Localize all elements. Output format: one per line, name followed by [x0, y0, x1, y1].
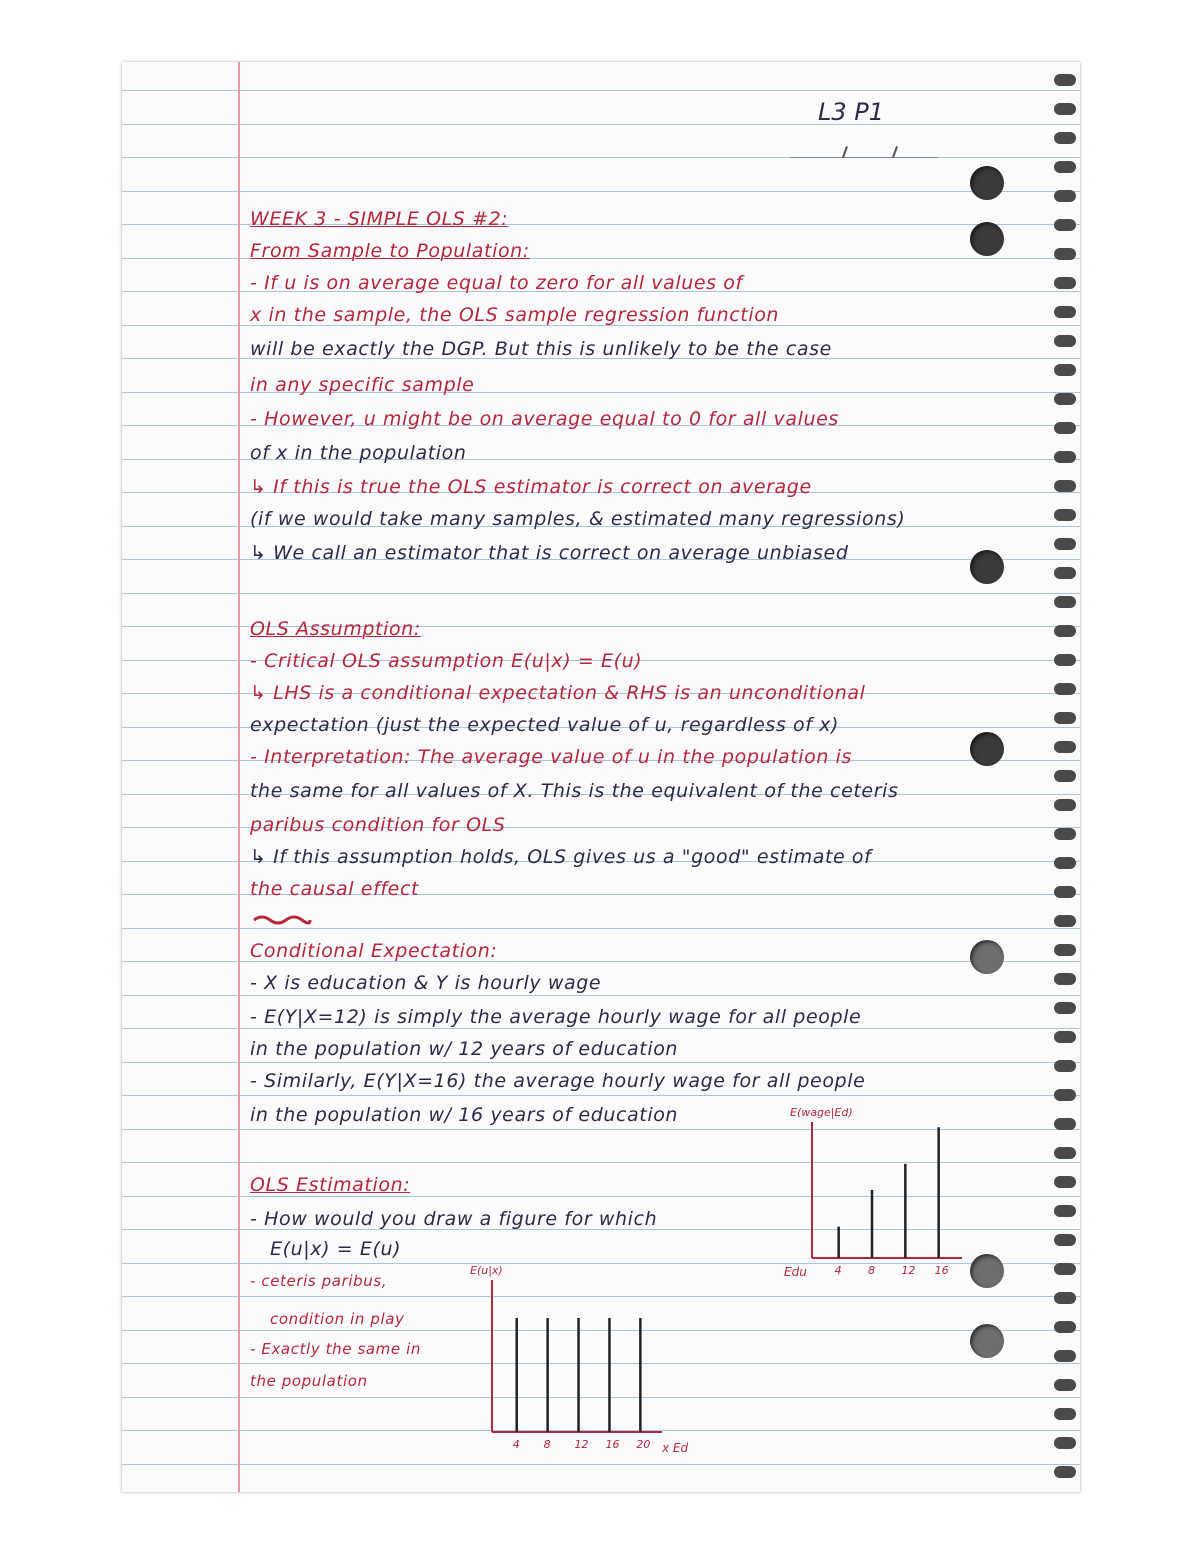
spiral-coil — [1054, 422, 1076, 434]
note-line: paribus condition for OLS — [250, 814, 506, 836]
binder-hole — [970, 732, 1004, 766]
y-axis-label: E(u|x) — [470, 1264, 503, 1277]
spiral-coil — [1054, 161, 1076, 173]
spiral-coil — [1054, 364, 1076, 376]
binder-hole — [970, 222, 1004, 256]
page-label: L3 P1 — [818, 98, 885, 126]
note-line: will be exactly the DGP. But this is unlikely to be the case — [250, 338, 832, 360]
margin-line — [238, 62, 240, 1492]
spiral-coil — [1054, 1176, 1076, 1188]
spiral-coil — [1054, 654, 1076, 666]
spiral-coil — [1054, 712, 1076, 724]
spiral-coil — [1054, 770, 1076, 782]
x-axis-label: Edu — [784, 1265, 807, 1279]
spiral-coil — [1054, 1147, 1076, 1159]
spiral-coil — [1054, 857, 1076, 869]
spiral-coil — [1054, 683, 1076, 695]
tick-label: 4 — [834, 1264, 842, 1277]
tick-label: 20 — [636, 1438, 651, 1451]
spiral-coil — [1054, 509, 1076, 521]
note-line: ↳ We call an estimator that is correct on average unbiased — [250, 542, 849, 564]
binder-hole — [970, 166, 1004, 200]
spiral-coil — [1054, 1205, 1076, 1217]
binder-hole — [970, 550, 1004, 584]
note-line: the same for all values of X. This is the equivalent of the ceteris — [250, 780, 899, 802]
note-line: of x in the population — [250, 442, 467, 464]
rule-line — [122, 124, 1080, 125]
spiral-coil — [1054, 451, 1076, 463]
spiral-coil — [1054, 1437, 1076, 1449]
tick-label: 12 — [574, 1438, 589, 1451]
note-line: - Critical OLS assumption E(u|x) = E(u) — [250, 650, 643, 672]
spiral-coil — [1054, 944, 1076, 956]
rule-line — [122, 1464, 1080, 1465]
note-line: - X is education & Y is hourly wage — [250, 972, 602, 994]
note-line: in any specific sample — [250, 374, 475, 396]
spiral-coil — [1054, 1379, 1076, 1391]
tick-label: 12 — [901, 1264, 916, 1277]
spiral-coil — [1054, 393, 1076, 405]
binder-hole — [970, 940, 1004, 974]
rule-line — [122, 928, 1080, 929]
rule-line — [122, 995, 1080, 996]
spiral-coil — [1054, 625, 1076, 637]
note-line: - E(Y|X=12) is simply the average hourly wage for all people — [250, 1006, 862, 1028]
note-line: - However, u might be on average equal to 0 for all values — [250, 408, 839, 430]
spiral-coil — [1054, 1060, 1076, 1072]
note-line: - How would you draw a figure for which — [250, 1208, 658, 1230]
spiral-coil — [1054, 277, 1076, 289]
spiral-coil — [1054, 1234, 1076, 1246]
y-axis-label: E(wage|Ed) — [790, 1106, 853, 1119]
spiral-coil — [1054, 335, 1076, 347]
note-line: x in the sample, the OLS sample regression function — [250, 304, 780, 326]
spiral-coil — [1054, 306, 1076, 318]
binder-hole — [970, 1324, 1004, 1358]
heading-week3: WEEK 3 - SIMPLE OLS #2: — [250, 208, 509, 230]
note-line: - Similarly, E(Y|X=16) the average hourly wage for all people — [250, 1070, 866, 1092]
error-expectation-chart — [462, 1262, 722, 1462]
heading-ols-assumption: OLS Assumption: — [250, 618, 421, 640]
spiral-binding — [1046, 62, 1080, 1492]
note-line: - Exactly the same in — [250, 1340, 421, 1358]
spiral-coil — [1054, 1466, 1076, 1478]
note-line: in the population w/ 16 years of education — [250, 1104, 679, 1126]
spiral-coil — [1054, 248, 1076, 260]
tick-label: 8 — [868, 1264, 875, 1277]
spiral-coil — [1054, 190, 1076, 202]
spiral-coil — [1054, 103, 1076, 115]
note-line: ↳ If this is true the OLS estimator is correct on average — [250, 476, 812, 498]
heading-conditional-expectation: Conditional Expectation: — [250, 940, 498, 962]
tick-label: 8 — [543, 1438, 551, 1451]
notebook-page — [122, 62, 1080, 1492]
spiral-coil — [1054, 741, 1076, 753]
tick-label: 16 — [605, 1438, 620, 1451]
spiral-coil — [1054, 915, 1076, 927]
rule-line — [122, 1062, 1080, 1063]
spiral-coil — [1054, 1408, 1076, 1420]
heading-ols-estimation: OLS Estimation: — [250, 1174, 411, 1196]
note-line: the population — [250, 1372, 368, 1390]
spiral-coil — [1054, 480, 1076, 492]
spiral-coil — [1054, 1263, 1076, 1275]
rule-line — [122, 593, 1080, 594]
spiral-coil — [1054, 1321, 1076, 1333]
note-line: E(u|x) = E(u) — [270, 1238, 402, 1260]
note-line: - ceteris paribus, — [250, 1272, 388, 1290]
spiral-coil — [1054, 828, 1076, 840]
spiral-coil — [1054, 132, 1076, 144]
spiral-coil — [1054, 1002, 1076, 1014]
note-line: ↳ LHS is a conditional expectation & RHS is an unconditional — [250, 682, 866, 704]
note-line: condition in play — [270, 1310, 405, 1328]
note-line: - If u is on average equal to zero for all values of — [250, 272, 743, 294]
spiral-coil — [1054, 538, 1076, 550]
spiral-coil — [1054, 596, 1076, 608]
rule-line — [122, 191, 1080, 192]
tick-label: 16 — [934, 1264, 949, 1277]
tick-label: 4 — [512, 1438, 520, 1451]
note-line: expectation (just the expected value of u, regardless of x) — [250, 714, 840, 736]
spiral-coil — [1054, 1350, 1076, 1362]
heading-sample-to-population: From Sample to Population: — [250, 240, 530, 262]
spiral-coil — [1054, 1031, 1076, 1043]
note-line: the causal effect — [250, 878, 420, 900]
note-line: - Interpretation: The average value of u in the population is — [250, 746, 853, 768]
spiral-coil — [1054, 74, 1076, 86]
x-axis-label: x Ed — [662, 1441, 689, 1455]
spiral-coil — [1054, 1292, 1076, 1304]
spiral-coil — [1054, 973, 1076, 985]
spiral-coil — [1054, 886, 1076, 898]
scribble-mark — [252, 914, 312, 926]
wage-education-chart — [782, 1092, 982, 1282]
spiral-coil — [1054, 219, 1076, 231]
note-line: ↳ If this assumption holds, OLS gives us a "good" estimate of — [250, 846, 872, 868]
note-line: in the population w/ 12 years of education — [250, 1038, 679, 1060]
spiral-coil — [1054, 1118, 1076, 1130]
rule-line — [122, 1028, 1080, 1029]
note-line: (if we would take many samples, & estimated many regressions) — [250, 508, 906, 530]
rule-line — [122, 90, 1080, 91]
spiral-coil — [1054, 799, 1076, 811]
spiral-coil — [1054, 567, 1076, 579]
spiral-coil — [1054, 1089, 1076, 1101]
date-field — [790, 157, 938, 158]
